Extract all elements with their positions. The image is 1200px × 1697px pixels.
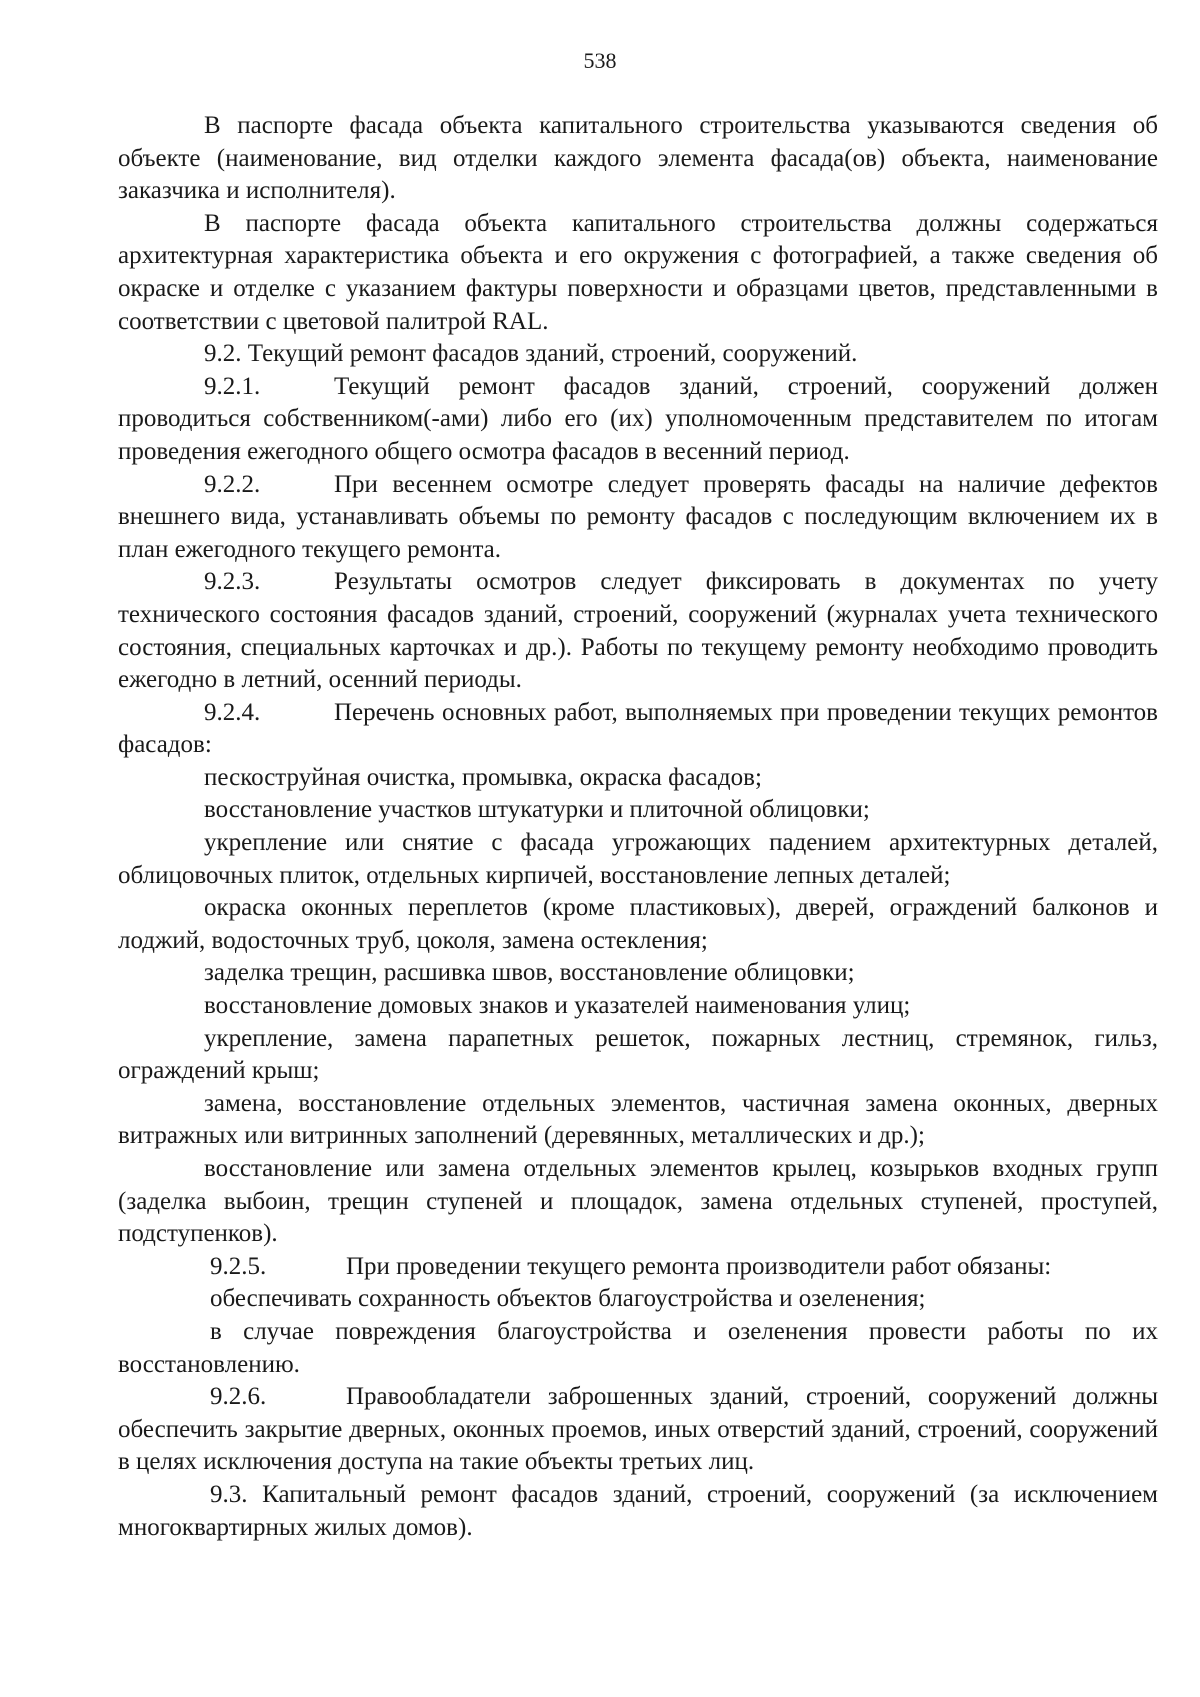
list-item: укрепление или снятие с фасада угрожающих падением архитектурных деталей, облицовочных плиток, отдельных кирпичей, восстановление лепных деталей;	[118, 829, 1158, 889]
clause-text: Результаты осмотров следует фиксировать в документах по учету технического состояния фасадов зданий, строений, сооружений (журналах учета технического состояния, специальных карточках и др.). Работы по текущему ремонту необходимо проводить ежегодно в летний, осенний периоды.	[118, 568, 1158, 694]
list-item: обеспечивать сохранность объектов благоустройства и озеленения;	[210, 1285, 926, 1313]
clause-number: 9.2.5.	[210, 1252, 267, 1280]
clause-text: При проведении текущего ремонта производители работ обязаны:	[346, 1252, 1052, 1280]
clause-text: Текущий ремонт фасадов зданий, строений, сооружений должен проводиться собственником(-ами) либо его (их) уполномоченным представителем по итогам проведения ежегодного общего осмотра фасадов в весенний период.	[118, 372, 1158, 465]
section-9-2-heading: 9.2. Текущий ремонт фасадов зданий, строений, сооружений.	[204, 340, 858, 368]
list-item: восстановление домовых знаков и указателей наименования улиц;	[204, 992, 911, 1020]
page-number: 538	[583, 48, 617, 73]
document-body	[118, 110, 1158, 1544]
list-item: в случае повреждения благоустройства и озеленения провести работы по их восстановлению.	[118, 1317, 1158, 1378]
list-item: укрепление, замена парапетных решеток, пожарных лестниц, стремянок, гильз, ограждений крыш;	[118, 1024, 1158, 1085]
clause-number: 9.2.4.	[204, 698, 261, 726]
paragraph-passport-contents: В паспорте фасада объекта капитального строительства должны содержаться архитектурная характеристика объекта и его окружения с фотографией, а также сведения об окраске и отделке с указанием фактуры поверхности и образцами цветов, представленными в соответствии с цветовой палитрой RAL.	[118, 209, 1158, 335]
clause-9-2-5	[118, 1251, 1158, 1284]
clause-number: 9.2.6.	[210, 1383, 267, 1411]
clause-9-2-3	[118, 566, 1158, 696]
list-item: восстановление участков штукатурки и плиточной облицовки;	[204, 796, 870, 824]
list-item: окраска оконных переплетов (кроме пластиковых), дверей, ограждений балконов и лоджий, водосточных труб, цоколя, замена остекления;	[118, 894, 1158, 954]
section-9-3-heading: 9.3. Капитальный ремонт фасадов зданий, строений, сооружений (за исключением многоквартирных жилых домов).	[118, 1480, 1158, 1541]
clause-text: При весеннем осмотре следует проверять фасады на наличие дефектов внешнего вида, устанавливать объемы по ремонту фасадов с последующим включением их в план ежегодного текущего ремонта.	[118, 470, 1158, 563]
clause-text: Правообладатели заброшенных зданий, строений, сооружений должны обеспечить закрытие дверных, оконных проемов, иных отверстий зданий, строений, сооружений в целях исключения доступа на такие объекты третьих лиц.	[118, 1383, 1158, 1476]
clause-text: Перечень основных работ, выполняемых при проведении текущих ремонтов фасадов:	[118, 698, 1158, 759]
list-item: пескоструйная очистка, промывка, окраска фасадов;	[204, 763, 762, 791]
clause-9-2-2	[118, 469, 1158, 567]
list-item: замена, восстановление отдельных элементов, частичная замена оконных, дверных витражных или витринных заполнений (деревянных, металлических и др.);	[118, 1089, 1158, 1150]
clause-number: 9.2.1.	[204, 372, 261, 400]
clause-9-2-4	[118, 697, 1158, 762]
clause-number: 9.2.2.	[204, 470, 261, 498]
clause-number: 9.2.3.	[204, 568, 261, 596]
list-item: восстановление или замена отдельных элементов крылец, козырьков входных групп (заделка выбоин, трещин ступеней и площадок, замена отдельных ступеней, проступей, подступенков).	[118, 1155, 1158, 1248]
clause-9-2-6	[118, 1381, 1158, 1479]
paragraph-passport-info: В паспорте фасада объекта капитального строительства указываются сведения об объекте (наименование, вид отделки каждого элемента фасада(ов) объекта, наименование заказчика и исполнителя).	[118, 112, 1158, 205]
list-item: заделка трещин, расшивка швов, восстановление облицовки;	[204, 959, 855, 987]
clause-9-2-1	[118, 371, 1158, 469]
